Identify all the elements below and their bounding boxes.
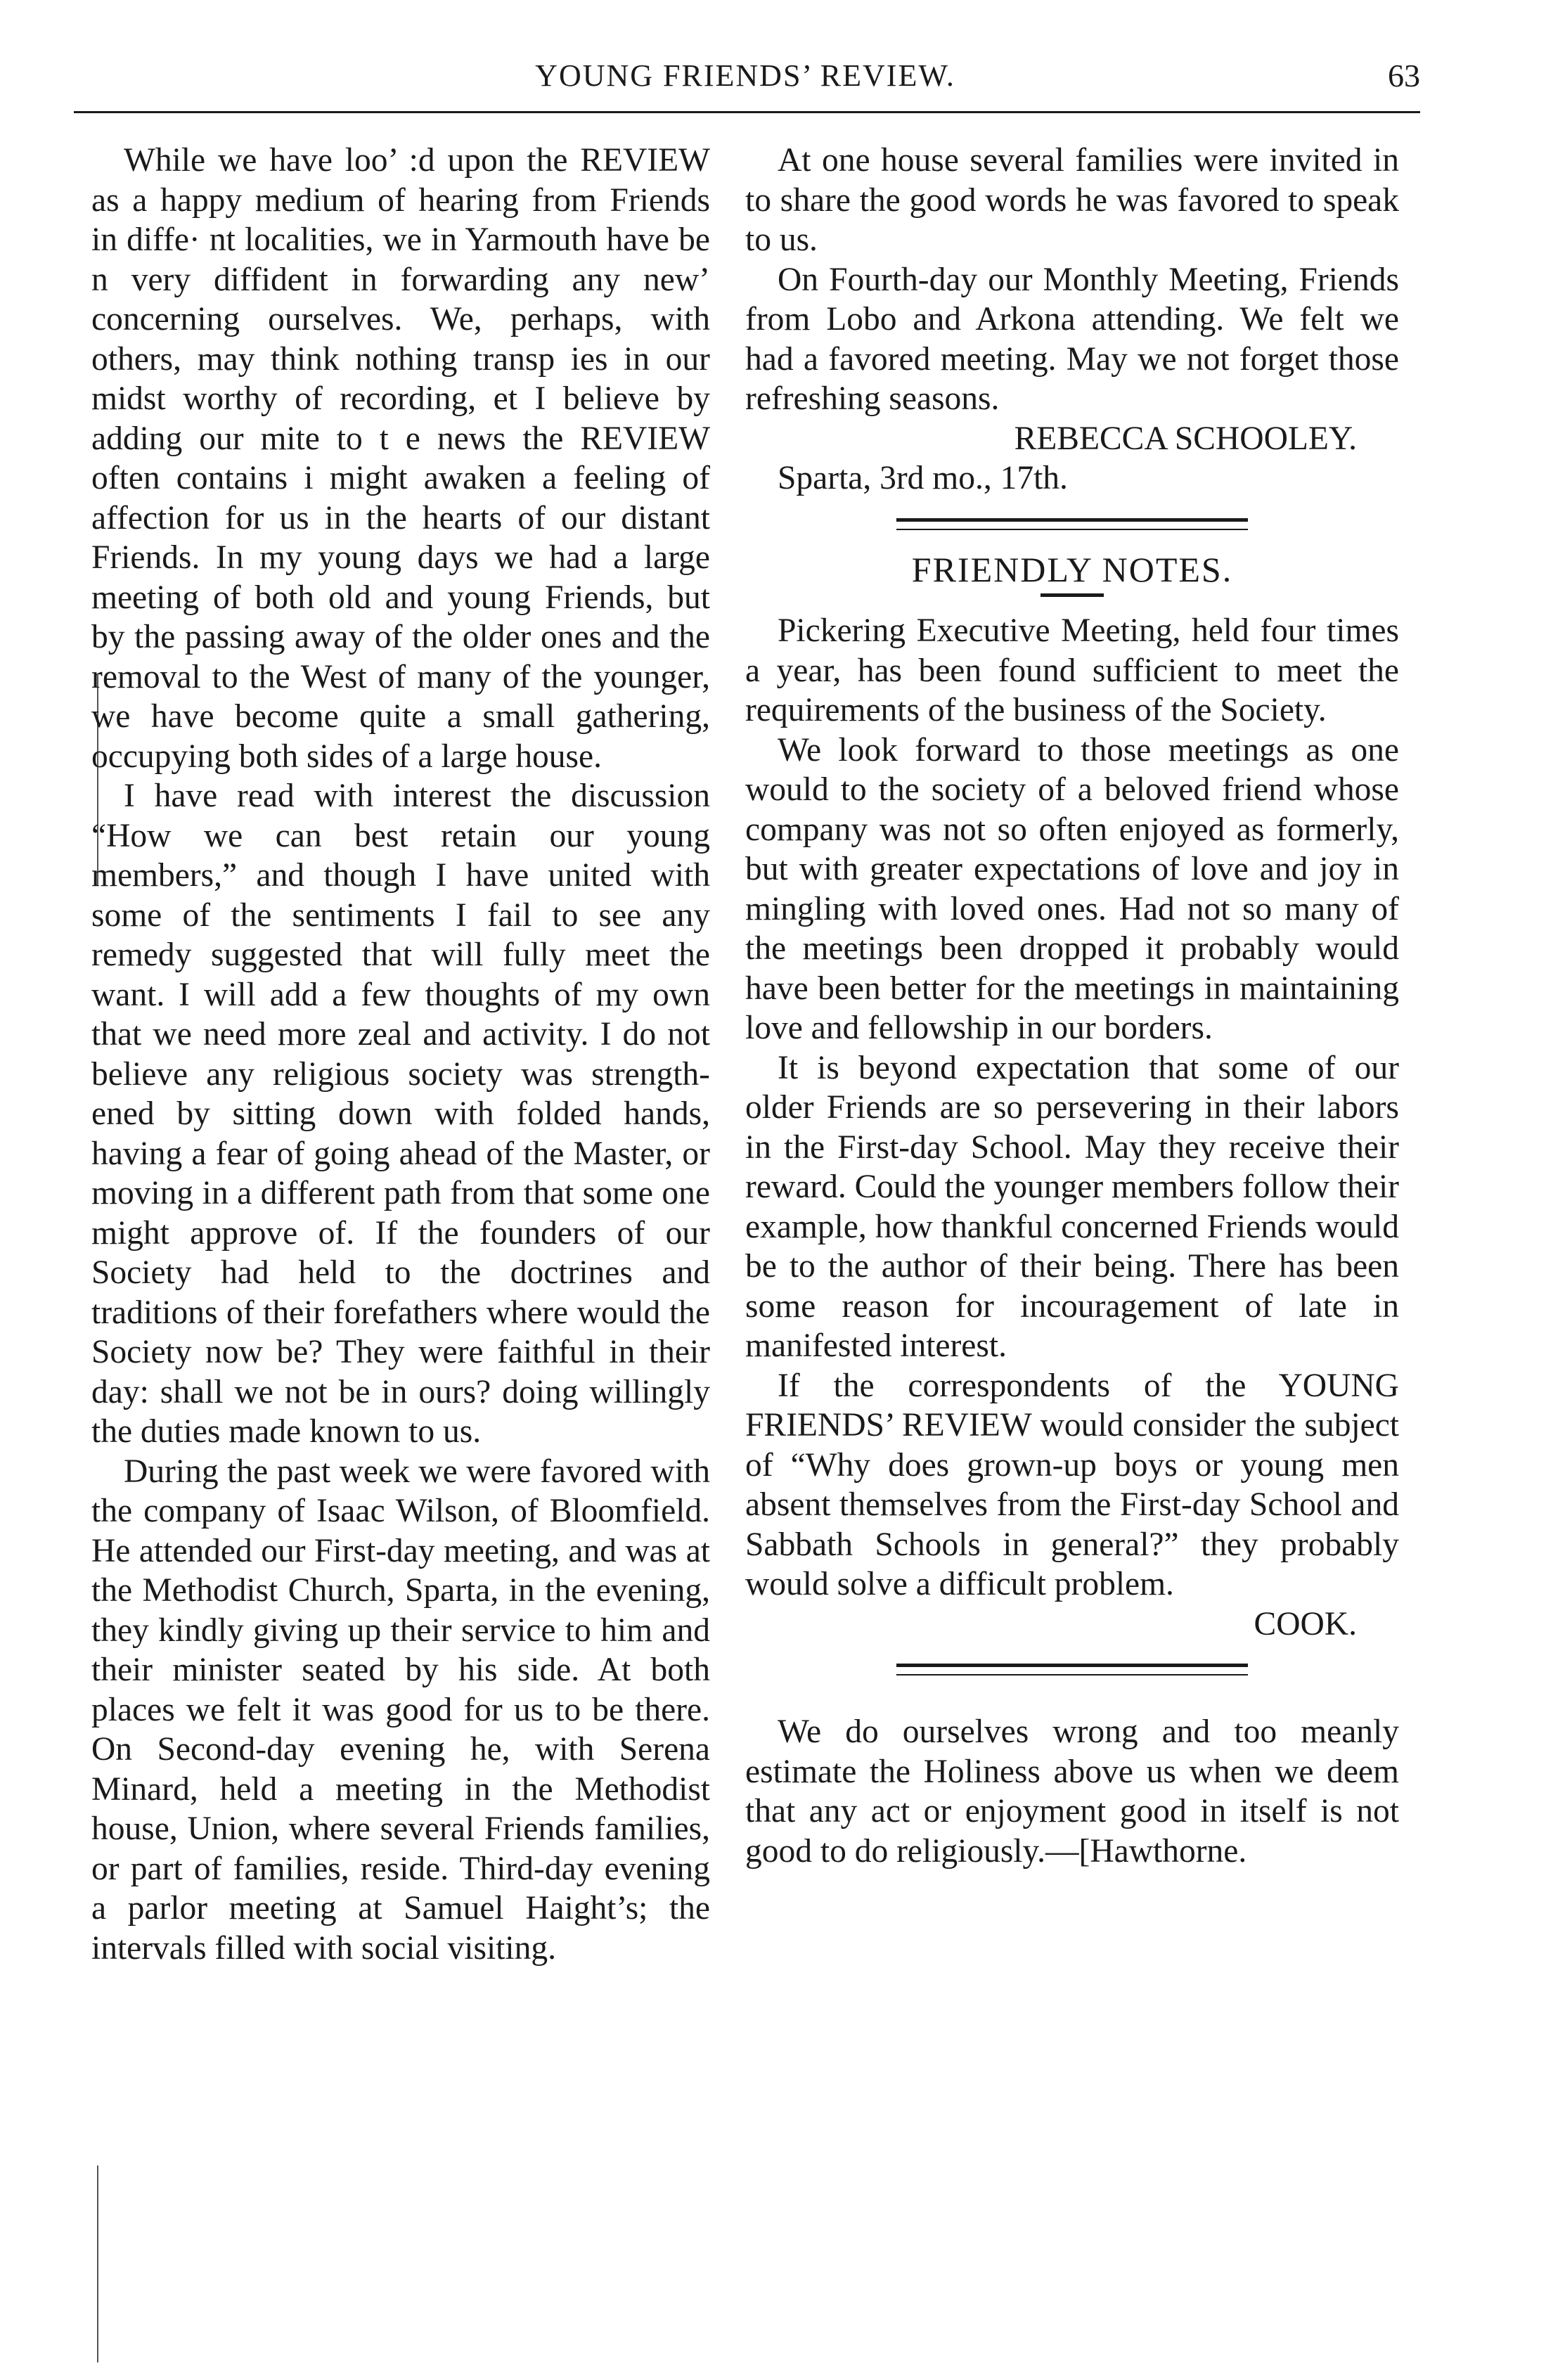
paragraph: At one house several families were invited in to share the good words he was favored to speak to us. — [745, 142, 1399, 258]
paragraph: It is beyond expectation that some of our older Friends are so persevering in their labors in the First-day School. May they receive their reward. Could the younger members follow their example, how thankful concerned Friends would be to the author of their being. There has been some reason for incouragement of late in manifested interest. — [745, 1049, 1399, 1364]
header-rule — [74, 111, 1420, 113]
place-date: Sparta, 3rd mo., 17th. — [778, 460, 1068, 496]
left-column — [91, 141, 710, 1968]
paragraph: While we have loo’ :d upon the REVIEW as a happy medium of hearing from Friends in diffe· nt localities, we in Yarmouth have be n very diffident in forwarding any new’ concerning ourselves. We, perhaps, with others, may think nothing transp ies in our midst worthy of recording, et I believe by adding our mite to t e news the REVIEW often contains i might awaken a feeling of affection for us in the hearts of our distant Friends. In my young days we had a large meeting of both old and young Friends, but by the passing away of the older ones and the removal to the West of many of the younger, we have become quite a small gathering, occupying both sides of a large house. — [91, 142, 710, 775]
margin-mark — [97, 2166, 98, 2362]
running-title: YOUNG FRIENDS’ REVIEW. — [535, 58, 955, 93]
right-column — [745, 141, 1399, 1871]
section-divider — [896, 1664, 1248, 1675]
section-divider — [896, 518, 1248, 530]
letter-signature: REBECCA SCHOOLEY. — [1014, 420, 1357, 457]
page-number: 63 — [1388, 58, 1420, 94]
quote-paragraph: We do ourselves wrong and too meanly estimate the Holiness above us when we deem that any act or enjoyment good in itself is not good to do religiously.—[Hawthorne. — [745, 1713, 1399, 1870]
paragraph: On Fourth-day our Monthly Meeting, Friends from Lobo and Arkona attending. We felt we had a favored meeting. May we not forget those refreshing seasons. — [745, 261, 1399, 417]
paragraph: I have read with interest the discussion “How we can best retain our young members,” and though I have united with some of the sentiments I fail to see any remedy suggested that will fully meet the want. I will add a few thoughts of my own that we need more zeal and activity. I do not believe any religious society was strengthened by sitting down with folded hands, having a fear of going ahead of the Master, or moving in a different path from that some one might approve of. If the founders of our Society had held to the doctrines and traditions of their forefathers where would the Society now be? They were faithful in their day: shall we not be in ours? doing willingly the duties made known to us. — [91, 778, 710, 1450]
paragraph: During the past week we were favored with the company of Isaac Wilson, of Bloomfield. He attended our First-day meeting, and was at the Methodist Church, Sparta, in the evening, they kindly giving up their service to him and their minister seated by his side. At both places we felt it was good for us to be there. On Second-day evening he, with Serena Minard, held a meeting in the Methodist house, Union, where several Friends families, or part of families, reside. Third-day evening a parlor meeting at Samuel Haight’s; the intervals filled with social visiting. — [91, 1453, 710, 1967]
page-header — [77, 55, 1420, 104]
section-heading: FRIENDLY NOTES. — [911, 549, 1233, 589]
paragraph: Pickering Executive Meeting, held four times a year, has been found sufficient to meet the requirements of the business of the Society. — [745, 612, 1399, 728]
heading-dash — [1041, 593, 1104, 597]
notes-signature: COOK. — [1254, 1605, 1357, 1642]
paragraph: If the correspondents of the YOUNG FRIENDS’ REVIEW would consider the subject of “Why does grown-up boys or young men absent themselves from the First-day School and Sabbath Schools in general?” they probably would solve a difficult problem. — [745, 1367, 1399, 1602]
paragraph: We look forward to those meetings as one would to the society of a beloved friend whose company was not so often enjoyed as formerly, but with greater expectations of love and joy in mingling with loved ones. Had not so many of the meetings been dropped it probably would have been better for the meetings in maintaining love and fellowship in our borders. — [745, 731, 1399, 1046]
